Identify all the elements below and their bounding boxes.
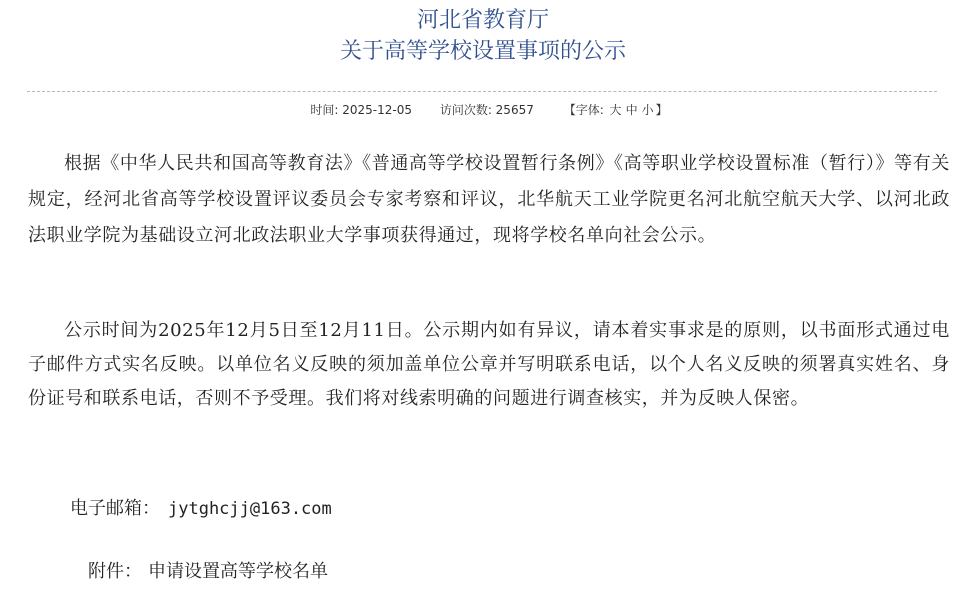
font-size-open: 【字体:	[563, 103, 608, 117]
publish-time-label: 时间:	[310, 103, 343, 117]
visit-count-label: 访问次数:	[439, 103, 496, 117]
notice-title: 关于高等学校设置事项的公示	[339, 39, 626, 64]
attachment-link[interactable]: 申请设置高等学校名单	[148, 561, 328, 582]
publish-time	[310, 103, 412, 117]
attachment-label: 附件：	[88, 561, 142, 582]
visit-count-value: 25657	[495, 103, 534, 117]
attachment-line	[88, 557, 328, 587]
content-paragraph-2: 公示时间为2025年12月5日至12月11日。公示期内如有异议，请本着实事求是的原则，以书面形式通过电子邮件方式实名反映。以单位名义反映的须加盖单位公章并写明联系电话，以个人名义反映的须署真实姓名、身份证号和联系电话，否则不予受理。我们将对线索明确的问题进行调查核实，并为反映人保密。	[28, 320, 950, 409]
content-paragraph-1: 根据《中华人民共和国高等教育法》《普通高等学校设置暂行条例》《高等职业学校设置标准（暂行）》等有关规定，经河北省高等学校设置评议委员会专家考察和评议，北华航天工业学院更名河北航空航天大学、以河北政法职业学院为基础设立河北政法职业大学事项获得通过，现将学校名单向社会公示。	[28, 153, 950, 246]
email-address: jytghcjj@163.com	[168, 499, 332, 519]
publish-time-value: 2025-12-05	[342, 103, 412, 117]
email-line	[70, 494, 332, 524]
page-header	[0, 6, 966, 68]
article-meta	[0, 102, 966, 118]
font-size-close: 】	[655, 103, 668, 117]
visit-count	[440, 103, 534, 117]
font-size-large-button[interactable]: 大	[609, 103, 622, 117]
article-content	[28, 146, 950, 416]
email-label: 电子邮箱：	[70, 498, 160, 519]
header-divider	[27, 91, 937, 92]
organization-title: 河北省教育厅	[416, 8, 549, 33]
font-size-medium-button[interactable]: 中	[625, 103, 638, 117]
font-size-small-button[interactable]: 小	[641, 103, 654, 117]
font-size-control	[564, 103, 668, 117]
